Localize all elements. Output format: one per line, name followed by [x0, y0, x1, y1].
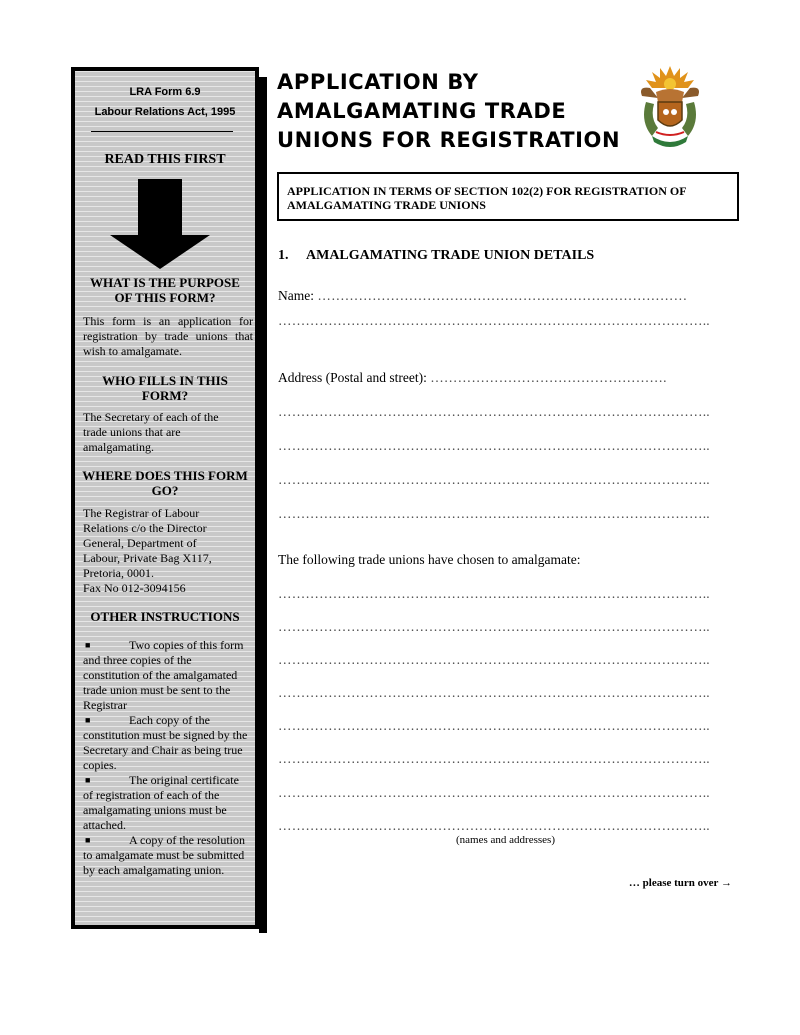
section-heading	[278, 248, 594, 264]
turn-over-note: … please turn over →	[628, 877, 732, 889]
unions-field-line[interactable]: …………………………………………………………………………………..	[278, 751, 710, 766]
unions-field-line[interactable]: …………………………………………………………………………………..	[278, 652, 710, 667]
coat-of-arms-icon	[636, 62, 704, 150]
read-first-heading: READ THIS FIRST	[104, 152, 226, 167]
unions-field-line[interactable]: …………………………………………………………………………………..	[278, 586, 710, 601]
bullet-icon: ■	[85, 715, 91, 725]
where-address: The Registrar of Labour Relations c/o the Director General, Department of Labour, Private Bag X117, Pretoria, 0001.	[83, 506, 212, 580]
where-text	[83, 506, 233, 596]
address-field-line[interactable]: …………………………………………………………………………………..	[278, 404, 710, 419]
address-field-line[interactable]: …………………………………………………………………………………..	[278, 438, 710, 453]
where-heading: WHERE DOES THIS FORM GO?	[82, 468, 248, 498]
instructions-list	[83, 638, 249, 878]
purpose-text: This form is an application for registration by trade unions that wish to amalgamate.	[83, 314, 253, 358]
section-number: 1.	[278, 248, 289, 263]
down-arrow-icon	[110, 179, 210, 269]
page-title: APPLICATION BY AMALGAMATING TRADE UNIONS FOR REGISTRATION	[277, 70, 621, 152]
list-item: ■ Each copy of the constitution must be signed by the Secretary and Chair as being true copies.	[83, 713, 248, 772]
fax-number: Fax No 012-3094156	[83, 581, 186, 595]
instructions-sidebar	[71, 67, 259, 929]
address-field[interactable]: Address (Postal and street): …………………………………………….	[278, 370, 667, 385]
names-note: (names and addresses)	[456, 834, 555, 846]
list-item: ■ A copy of the resolution to amalgamate must be submitted by each amalgamating union.	[83, 833, 245, 877]
unions-field-line[interactable]: …………………………………………………………………………………..	[278, 718, 710, 733]
bullet-icon: ■	[85, 775, 91, 785]
list-item: ■ The original certificate of registration of each of the amalgamating unions must be attached.	[83, 773, 239, 832]
unions-field-line[interactable]: …………………………………………………………………………………..	[278, 818, 710, 833]
sidebar-divider	[91, 131, 233, 132]
who-text: The Secretary of each of the trade unions that are amalgamating.	[83, 410, 219, 454]
unions-field-line[interactable]: …………………………………………………………………………………..	[278, 685, 710, 700]
bullet-icon: ■	[85, 835, 91, 845]
form-number: LRA Form 6.9	[129, 86, 201, 98]
address-label: Address (Postal and street):	[278, 370, 427, 385]
name-field[interactable]: Name: ………………………………………………………………………	[278, 288, 688, 303]
act-reference: Labour Relations Act, 1995	[94, 106, 236, 118]
application-box: APPLICATION IN TERMS OF SECTION 102(2) FOR REGISTRATION OF AMALGAMATING TRADE UNIONS	[277, 172, 739, 221]
unions-label: The following trade unions have chosen to amalgamate:	[278, 552, 581, 567]
section-title: AMALGAMATING TRADE UNION DETAILS	[306, 248, 595, 263]
address-field-line[interactable]: …………………………………………………………………………………..	[278, 506, 710, 521]
purpose-heading: WHAT IS THE PURPOSE OF THIS FORM?	[90, 275, 240, 305]
address-field-line[interactable]: …………………………………………………………………………………..	[278, 472, 710, 487]
name-field-line[interactable]: …………………………………………………………………………………..	[278, 313, 710, 328]
unions-field-line[interactable]: …………………………………………………………………………………..	[278, 619, 710, 634]
bullet-icon: ■	[85, 640, 91, 650]
name-label: Name:	[278, 288, 314, 303]
unions-field-line[interactable]: …………………………………………………………………………………..	[278, 785, 710, 800]
other-instructions-heading: OTHER INSTRUCTIONS	[90, 609, 240, 624]
who-heading: WHO FILLS IN THIS FORM?	[102, 373, 228, 403]
list-item: ■ Two copies of this form and three copies of the constitution of the amalgamated trade union must be sent to the Registrar	[83, 638, 244, 712]
